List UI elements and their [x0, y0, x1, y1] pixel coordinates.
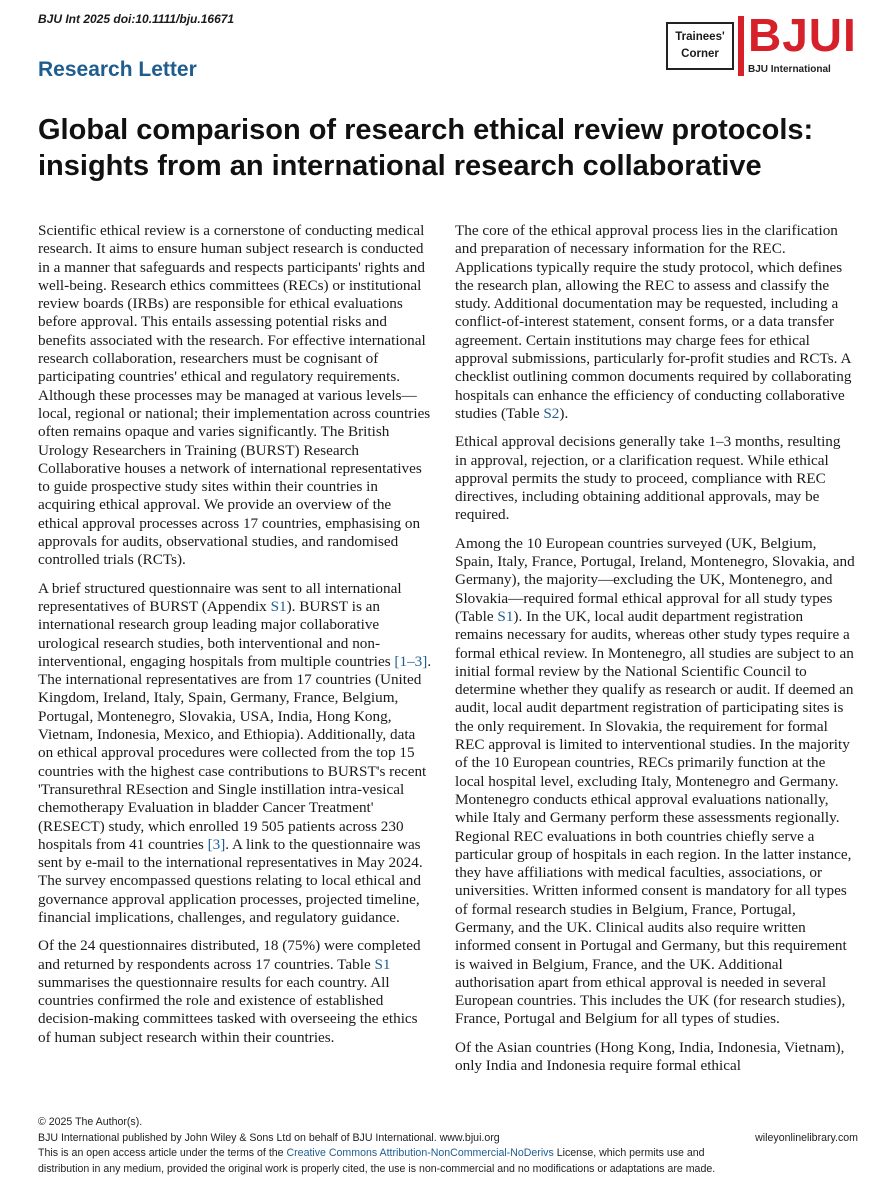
paragraph: Among the 10 European countries surveyed (UK, Belgium, Spain, Italy, France, Portugal, Ireland, Montenegro, Slovakia, and Germany), the majority—excluding the UK, Montenegro, and Slovakia—required formal ethical approval for all study types (Table S1). In the UK, local audit department registration remains necessary for audits, whereas other study types require a formal ethical review. In Montenegro, all studies are subject to an initial formal review by the National Scientific Council to determine whether they qualify as research or audit. If deemed an audit, local audit department registration of participating sites is the only requirement. In Slovakia, the requirement for formal REC approval is limited to interventional studies. In the majority of the 10 European countries, RECs primarily function at the local hospital level, excluding Italy, Montenegro and Germany. Montenegro conducts ethical approval evaluations nationally, while Italy and Germany perform these assessments regionally. Regional REC evaluations in both countries chiefly serve a particular group of hospitals in each region. In the latter instance, they have affiliations with medical faculties, associations, or universities. Written informed consent is mandatory for all types of formal research studies in Belgium, France, Portugal, Germany, and the UK. Clinical audits also require written informed consent in Portugal and Germany, but this requirement is waived in Belgium, France, and the UK. Additional authorisation apart from ethical approval is needed in several European countries. This includes the UK (for research studies), France, Portugal and Belgium for all types of studies. [455, 534, 855, 1028]
section-label: Research Letter [38, 58, 197, 81]
license-link[interactable]: Creative Commons Attribution-NonCommercial-NoDerivs [286, 1147, 554, 1159]
paragraph: A brief structured questionnaire was sent to all international representatives of BURST (Appendix S1). BURST is an international research group leading major collaborative urological research studies, both interventional and non-interventional, engaging hospitals from multiple countries [1–3]. The international representatives are from 17 countries (United Kingdom, Ireland, Italy, Spain, Germany, France, Belgium, Portugal, Montenegro, Slovakia, USA, India, Hong Kong, Vietnam, Indonesia, Mexico, and Ethiopia). Additionally, data on ethical approval procedures were collected from the top 15 countries with the highest case contributions to BURST's recent 'Transurethral REsection and Single instillation intra-vesical chemotherapy Evaluation in bladder Cancer Treatment' (RESECT) study, which enrolled 19 505 patients across 230 hospitals from 41 countries [3]. A link to the questionnaire was sent by e-mail to the international representatives in May 2024. The survey encompassed questions relating to local ethical and governance approval application processes, projected timeline, financial implications, challenges, and regulatory guidance. [38, 579, 432, 926]
publisher-line: BJU International published by John Wiley & Sons Ltd on behalf of BJU International. www.bjui.org wileyonlinelibrary.com [38, 1131, 858, 1147]
paragraph: Of the 24 questionnaires distributed, 18 (75%) were completed and returned by respondents across 17 countries. Table S1 summarises the questionnaire results for each country. All countries confirmed the role and existence of established decision-making committees tasked with overseeing the ethics of human subject research within their countries. [38, 937, 421, 1046]
copyright-line: © 2025 The Author(s). [38, 1116, 143, 1128]
paragraph: Of the Asian countries (Hong Kong, India, Indonesia, Vietnam), only India and Indonesia require formal ethical [455, 1038, 845, 1075]
appendix-link[interactable]: S1 [270, 597, 287, 615]
trainees-corner-badge [666, 22, 734, 70]
badge-line-1: Trainees' [675, 31, 725, 43]
logo-divider-bar [738, 16, 744, 76]
table-link[interactable]: S2 [543, 404, 560, 422]
license-line-2: distribution in any medium, provided the original work is properly cited, the use is non-commercial and no modifications or adaptations are made. [38, 1162, 716, 1175]
license-line: This is an open access article under the terms of the Creative Commons Attribution-NonCommercial-NoDerivs License, which permits use and [38, 1147, 705, 1159]
logo-letters: BJUI [748, 9, 857, 61]
left-column [38, 222, 434, 1057]
site-link[interactable]: wileyonlinelibrary.com [755, 1131, 858, 1144]
paragraph: Ethical approval decisions generally take 1–3 months, resulting in approval, rejection, or a clarification request. While ethical approval permits the study to proceed, compliance with REC directives, including obtaining additional approvals, may be required. [455, 433, 841, 524]
reference-link[interactable]: [1–3] [394, 652, 428, 670]
logo-subtitle: BJU International [748, 64, 831, 75]
badge-line-2: Corner [681, 48, 719, 60]
journal-citation: BJU Int 2025 doi:10.1111/bju.16671 [38, 12, 235, 26]
paragraph: The core of the ethical approval process lies in the clarification and preparation of necessary information for the REC. Applications typically require the study protocol, which defines the research plan, allowing the REC to assess and classify the study. Additional documentation may be requested, including a conflict-of-interest statement, consent forms, or a data transfer agreement. Certain institutions may charge fees for ethical approval submissions, particularly for-profit studies and RCTs. A checklist outlining common documents required by collaborating hospitals can enhance the efficiency of conducting collaborative studies (Table S2). [455, 222, 852, 422]
article-title: Global comparison of research ethical review protocols: insights from an international research collaborative [38, 114, 814, 182]
table-link[interactable]: S1 [374, 955, 391, 973]
table-link[interactable]: S1 [497, 607, 514, 625]
reference-link[interactable]: [3] [207, 835, 226, 853]
page-footer [38, 1115, 858, 1177]
journal-logo [666, 9, 862, 78]
paragraph: Scientific ethical review is a cornerstone of conducting medical research. It aims to ensure human subject research is conducted in a manner that safeguards and respects participants' rights and well-being. Research ethics committees (RECs) or institutional review boards (IRBs) are responsible for ethical evaluations before approval. This entails assessing potential risks and benefits associated with the research. For effective international research collaboration, researchers must be cognisant of participating countries' ethical and regulatory requirements. Although these processes may be managed at various levels—local, regional or national; their implementation across countries often remains opaque and varies significantly. The British Urology Researchers in Training (BURST) Research Collaborative houses a network of international representatives to guide prospective study sites within their countries in acquiring ethical approval. We provide an overview of the ethical approval processes across 17 countries, emphasising on approvals for audits, observational studies, and randomised controlled trials (RCTs). [38, 222, 431, 569]
right-column [455, 222, 855, 1085]
